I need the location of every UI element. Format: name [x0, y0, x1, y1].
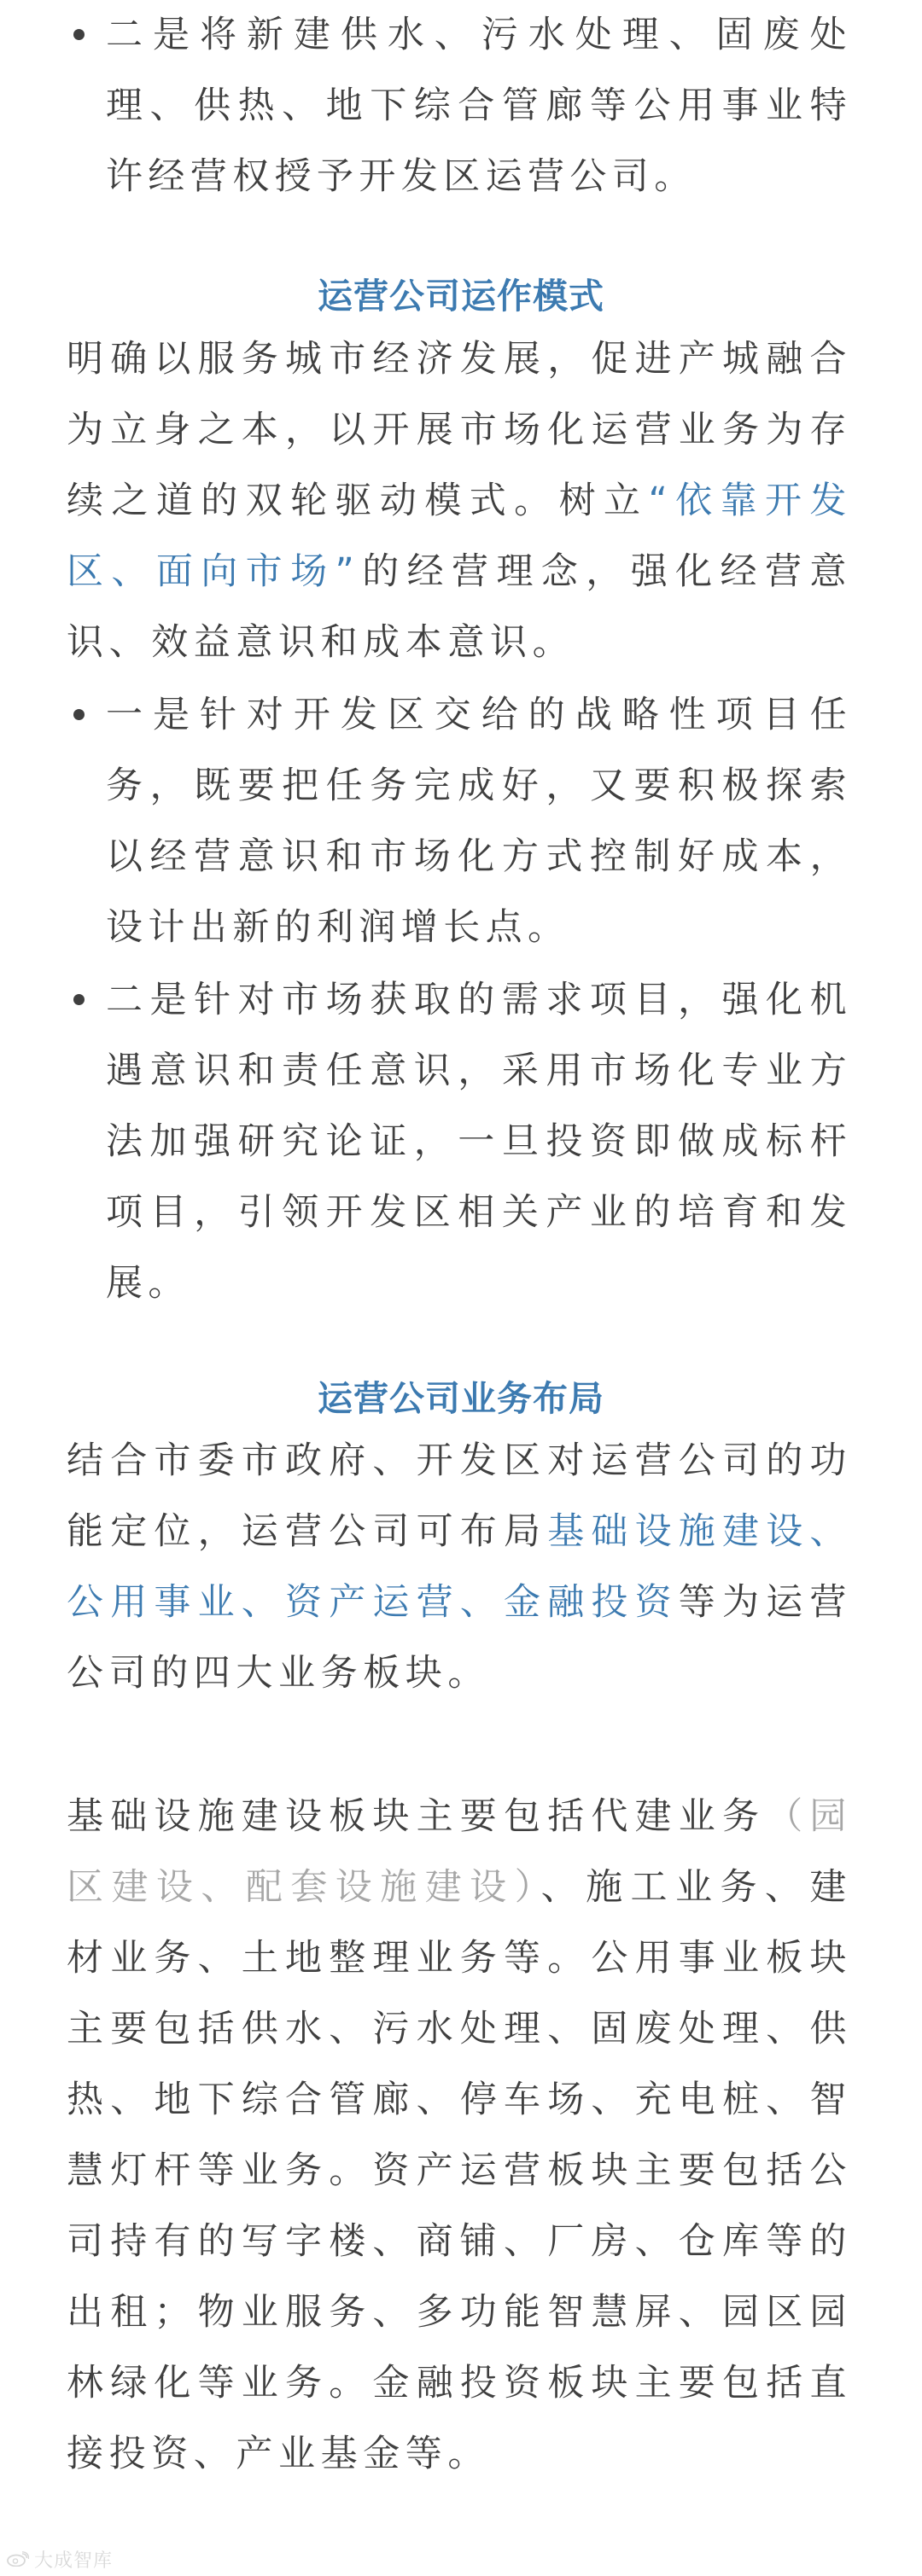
watermark [7, 2546, 113, 2572]
section-heading-operation-mode: 运营公司运作模式 [318, 276, 604, 317]
section-heading-business-layout: 运营公司业务布局 [318, 1378, 604, 1419]
paragraph-operation-mode [67, 324, 852, 678]
paragraph-business-layout [67, 1426, 852, 1709]
list-item-text: 一是针对开发区交给的战略性项目任务，既要把任务完成好，又要积极探索以经营意识和市场化方式控制好成本，设计出新的利润增长点。 [106, 694, 852, 949]
paragraph-text: 明确以服务城市经济发展，促进产城融合为立身之本，以开展市场化运营业务为存续之道的双轮驱动模式。树立 [67, 338, 852, 522]
bullet-dot-icon [73, 709, 85, 720]
paragraph-text: 的经营理念，强化经营意识、效益意识和成本意识。 [67, 550, 852, 664]
paragraph-business-detail [67, 1782, 852, 2490]
highlight-text: 基础设施建设、公用事业、资产运营、金融投资 [67, 1510, 852, 1624]
paragraph-text: 、施工业务、建材业务、土地整理业务等。公用事业板块主要包括供水、污水处理、固废处理、供热、地下综合管廊、停车场、充电桩、智慧灯杆等业务。资产运营板块主要包括公司持有的写字楼、商铺、厂房、仓库等的出租；物业服务、多功能智慧屏、园区园林绿化等业务。金融投资板块主要包括直接投资、产业基金等。 [67, 1866, 852, 2475]
weibo-icon [7, 2551, 29, 2567]
list-item-text: 二是针对市场获取的需求项目，强化机遇意识和责任意识，采用市场化专业方法加强研究论证，一旦投资即做成标杆项目，引领开发区相关产业的培育和发展。 [106, 979, 852, 1305]
paragraph-text: 结合市委市政府、开发区对运营公司的功能定位，运营公司可布局 [67, 1439, 852, 1553]
highlight-text: “依靠开发区、面向市场” [67, 480, 852, 593]
paragraph-text: 基础设施建设板块主要包括代建业务 [67, 1795, 767, 1838]
list-item-text: 二是将新建供水、污水处理、固废处理、供热、地下综合管廊等公用事业特许经营权授予开发区运营公司。 [106, 14, 852, 198]
bullet-dot-icon [73, 29, 85, 40]
watermark-text: 大成智库 [34, 2550, 114, 2572]
bullet-dot-icon [73, 994, 85, 1005]
paragraph-text: 等为运营公司的四大业务板块。 [67, 1581, 852, 1695]
muted-text: （园区建设、配套设施建设） [67, 1795, 853, 1909]
